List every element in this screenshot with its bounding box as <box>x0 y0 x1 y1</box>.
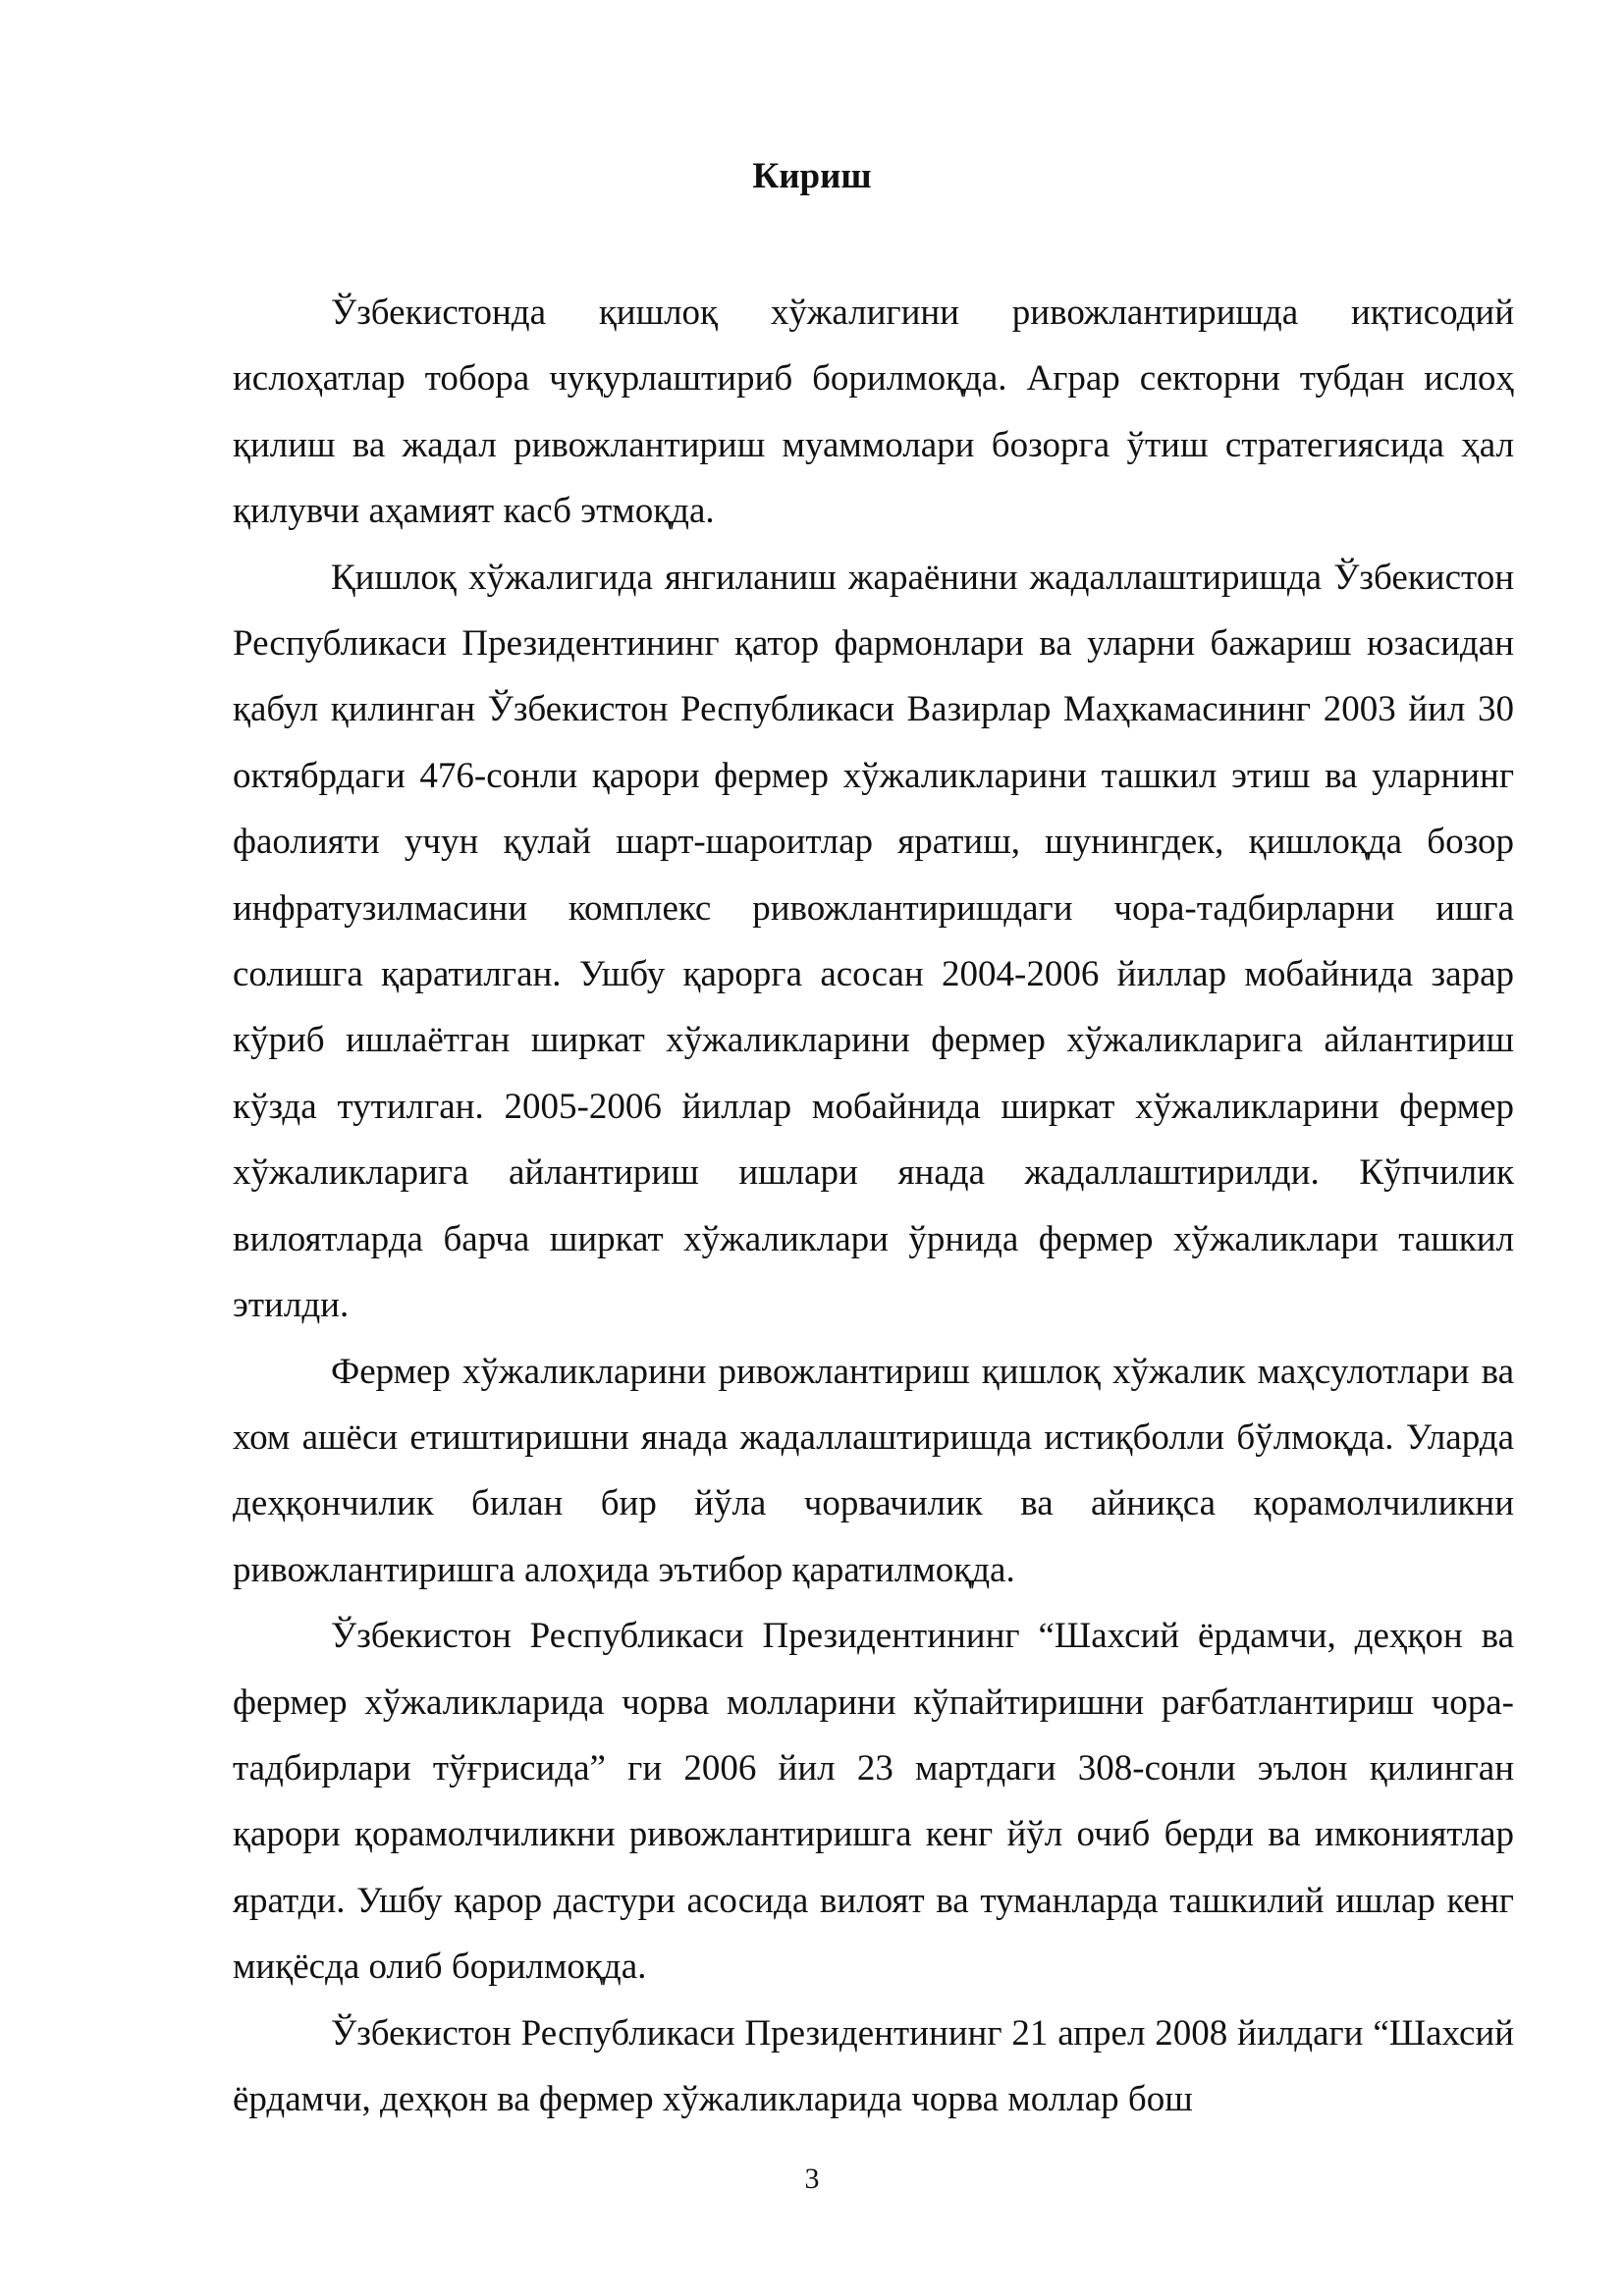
body-text <box>233 280 1514 2132</box>
paragraph-3: Фермер хўжаликларини ривожлантириш қишлоқ хўжалик маҳсулотлари ва хом ашёси етиштиришни янада жадаллаштиришда истиқболли бўлмоқда. Уларда деҳқончилик билан бир йўла чорвачилик ва айниқса қорамолчиликни ривожлантиришга алоҳида эътибор қаратилмоқда. <box>233 1351 1514 1590</box>
page-number: 3 <box>804 2163 820 2195</box>
paragraph-2: Қишлоқ хўжалигида янгиланиш жараёнини жадаллаштиришда Ўзбекистон Республикаси Президентининг қатор фармонлари ва уларни бажариш юзасидан қабул қилинган Ўзбекистон Республикаси Вазирлар Маҳкамасининг 2003 йил 30 октябрдаги 476-сонли қарори фермер хўжаликларини ташкил этиш ва уларнинг фаолияти учун қулай шарт-шароитлар яратиш, шунингдек, қишлоқда бозор инфратузилмасини комплекс ривожлантиришдаги чора-тадбирларни ишга солишга қаратилган. Ушбу қарорга асосан 2004-2006 йиллар мобайнида зарар кўриб ишлаётган ширкат хўжаликларини фермер хўжаликларига айлантириш кўзда тутилган. 2005-2006 йиллар мобайнида ширкат хўжаликларини фермер хўжаликларига айлантириш ишлари янада жадаллаштирилди. Кўпчилик вилоятларда барча ширкат хўжаликлари ўрнида фермер хўжаликлари ташкил этилди. <box>233 557 1514 1326</box>
section-title: Кириш <box>752 156 872 196</box>
paragraph-1: Ўзбекистонда қишлоқ хўжалигини ривожлантиришда иқтисодий ислоҳатлар тобора чуқурлаштириб борилмоқда. Аграр секторни тубдан ислоҳ қилиш ва жадал ривожлантириш муаммолари бозорга ўтиш стратегиясида ҳал қилувчи аҳамият касб этмоқда. <box>233 293 1514 532</box>
paragraph-4: Ўзбекистон Республикаси Президентининг “Шахсий ёрдамчи, деҳқон ва фермер хўжаликларида чорва молларини кўпайтиришни рағбатлантириш чора-тадбирлари тўғрисида” ги 2006 йил 23 мартдаги 308-сонли эълон қилинган қарори қорамолчиликни ривожлантиришга кенг йўл очиб берди ва имкониятлар яратди. Ушбу қарор дастури асосида вилоят ва туманларда ташкилий ишлар кенг миқёсда олиб борилмоқда. <box>233 1616 1514 1988</box>
paragraph-5: Ўзбекистон Республикаси Президентининг 21 апрел 2008 йилдаги “Шахсий ёрдамчи, деҳқон ва фермер хўжаликларида чорва моллар бош <box>233 2012 1514 2119</box>
